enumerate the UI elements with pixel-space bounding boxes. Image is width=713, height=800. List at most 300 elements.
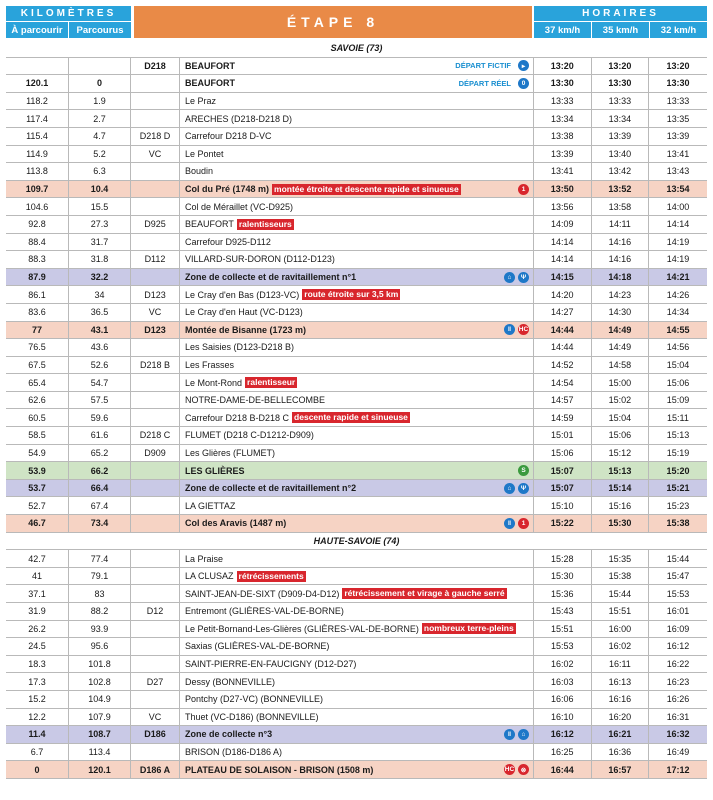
time-37kmh: 14:57 <box>534 392 592 409</box>
time-37kmh: 15:07 <box>534 462 592 479</box>
table-row <box>6 392 707 410</box>
time-32kmh: 16:49 <box>666 747 690 758</box>
time-32kmh: 15:44 <box>666 553 690 564</box>
col-speed-35: 35 km/h <box>591 22 649 38</box>
road-number <box>131 163 180 180</box>
table-row <box>6 58 707 76</box>
location-cell <box>180 128 534 145</box>
km-covered: 43.1 <box>69 322 131 339</box>
table-row <box>6 110 707 128</box>
location-name: Le Cray d'en Bas (D123-VC) <box>185 289 300 300</box>
road-warning: route étroite sur 3,5 km <box>304 289 399 300</box>
location-name: Zone de collecte n°3 <box>185 729 273 740</box>
table-row <box>6 709 707 727</box>
km-remaining: 115.4 <box>6 128 69 145</box>
feed-zone-icon: Ψ <box>518 483 529 494</box>
km-remaining: 118.2 <box>6 93 69 110</box>
km-covered: 32.2 <box>69 269 131 286</box>
location-name: SAINT-PIERRE-EN-FAUCIGNY (D12-D27) <box>185 659 357 670</box>
time-35kmh: 16:36 <box>592 744 650 761</box>
road-warning: ralentisseurs <box>238 218 292 229</box>
location-cell <box>180 392 534 409</box>
time-32kmh: 15:20 <box>666 465 690 476</box>
time-35kmh: 13:39 <box>592 128 650 145</box>
row-icons <box>504 269 529 286</box>
time-35kmh: 13:42 <box>592 163 650 180</box>
schedule-title: HORAIRES <box>534 6 707 21</box>
road-number: VC <box>131 709 180 726</box>
km-remaining: 37.1 <box>6 585 69 602</box>
road-warning: nombreux terre-pleins <box>423 623 514 634</box>
location-name: Le Mont-Rond <box>185 377 243 388</box>
location-cell <box>180 374 534 391</box>
km-covered: 107.9 <box>69 709 131 726</box>
time-35kmh: 14:23 <box>592 286 650 303</box>
location-cell <box>180 621 534 638</box>
table-row <box>6 462 707 480</box>
time-35kmh: 14:58 <box>592 357 650 374</box>
location-cell <box>180 726 534 743</box>
table-body <box>6 40 707 779</box>
time-35kmh: 14:30 <box>592 304 650 321</box>
km-covered: 66.4 <box>69 480 131 497</box>
bonus-icon: ‖ <box>504 324 515 335</box>
row-icons <box>518 75 529 92</box>
location-name: Boudin <box>185 166 214 177</box>
time-35kmh: 15:06 <box>592 427 650 444</box>
location-cell <box>180 409 534 426</box>
time-37kmh: 15:22 <box>534 515 592 532</box>
km-remaining: 41 <box>6 568 69 585</box>
km-remaining: 12.2 <box>6 709 69 726</box>
road-number: D218 C <box>131 427 180 444</box>
time-32kmh: 15:47 <box>666 571 690 582</box>
location-cell <box>180 198 534 215</box>
km-remaining: 87.9 <box>6 269 69 286</box>
time-35kmh: 13:20 <box>592 58 650 75</box>
time-35kmh: 14:16 <box>592 251 650 268</box>
table-header <box>6 6 707 38</box>
col-speed-37: 37 km/h <box>544 24 581 36</box>
time-32kmh: 16:12 <box>666 641 690 652</box>
table-row <box>6 357 707 375</box>
location-name: Col du Pré (1748 m) <box>185 184 270 195</box>
km-covered: 120.1 <box>69 761 131 778</box>
time-32kmh: 15:06 <box>666 377 690 388</box>
section-header <box>6 40 707 58</box>
time-37kmh: 15:36 <box>534 585 592 602</box>
time-35kmh: 16:21 <box>592 726 650 743</box>
location-name: Carrefour D925-D112 <box>185 236 271 247</box>
stage-title: ÉTAPE 8 <box>286 14 380 30</box>
time-37kmh: 16:06 <box>534 691 592 708</box>
km-covered: 104.9 <box>69 691 131 708</box>
time-37kmh: 13:50 <box>534 181 592 198</box>
time-35kmh: 16:00 <box>592 621 650 638</box>
location-name: Zone de collecte et de ravitaillement n°2 <box>185 483 357 494</box>
schedule-header <box>534 6 707 38</box>
time-35kmh: 16:11 <box>592 656 650 673</box>
location-name: Carrefour D218 D-VC <box>185 131 272 142</box>
km-remaining: 77 <box>6 322 69 339</box>
row-icons <box>518 462 529 479</box>
table-row <box>6 322 707 340</box>
location-name: VILLARD-SUR-DORON (D112-D123) <box>185 254 335 265</box>
km-covered: 4.7 <box>69 128 131 145</box>
time-35kmh: 15:30 <box>592 515 650 532</box>
road-number: VC <box>131 304 180 321</box>
road-number <box>131 181 180 198</box>
time-37kmh: 14:54 <box>534 374 592 391</box>
km-covered: 67.4 <box>69 497 131 514</box>
location-name: PLATEAU DE SOLAISON - BRISON (1508 m) <box>185 764 374 775</box>
time-32kmh: 14:56 <box>666 342 690 353</box>
km-covered: 95.6 <box>69 638 131 655</box>
time-37kmh: 16:10 <box>534 709 592 726</box>
time-37kmh: 13:38 <box>534 128 592 145</box>
time-32kmh: 17:12 <box>666 764 690 775</box>
time-37kmh: 14:59 <box>534 409 592 426</box>
location-name: LA GIETTAZ <box>185 500 236 511</box>
location-cell <box>180 339 534 356</box>
kilometres-title: KILOMÈTRES <box>6 6 131 21</box>
km-remaining: 67.5 <box>6 357 69 374</box>
location-cell <box>180 638 534 655</box>
road-number: D925 <box>131 216 180 233</box>
time-37kmh: 15:53 <box>534 638 592 655</box>
location-cell <box>180 709 534 726</box>
location-name: La Praise <box>185 553 224 564</box>
table-row <box>6 445 707 463</box>
km-covered: 0 <box>69 75 131 92</box>
time-35kmh: 15:51 <box>592 603 650 620</box>
km-covered: 79.1 <box>69 568 131 585</box>
time-35kmh: 15:13 <box>592 462 650 479</box>
time-35kmh: 16:57 <box>592 761 650 778</box>
km-covered: 77.4 <box>69 550 131 567</box>
time-32kmh: 13:54 <box>666 184 690 195</box>
km-remaining: 31.9 <box>6 603 69 620</box>
location-cell <box>180 216 534 233</box>
table-row <box>6 621 707 639</box>
time-32kmh: 16:23 <box>666 676 690 687</box>
km-remaining: 11.4 <box>6 726 69 743</box>
kilometres-columns <box>6 22 131 38</box>
km-covered: 88.2 <box>69 603 131 620</box>
time-37kmh: 14:44 <box>534 322 592 339</box>
table-row <box>6 744 707 762</box>
time-32kmh: 15:19 <box>666 447 690 458</box>
km-remaining: 60.5 <box>6 409 69 426</box>
table-row <box>6 339 707 357</box>
location-cell <box>180 673 534 690</box>
road-number <box>131 269 180 286</box>
km-remaining: 88.3 <box>6 251 69 268</box>
road-number: D112 <box>131 251 180 268</box>
road-number: D218 B <box>131 357 180 374</box>
time-32kmh: 15:21 <box>666 483 690 494</box>
table-row <box>6 75 707 93</box>
time-35kmh: 15:00 <box>592 374 650 391</box>
location-name: ARECHES (D218-D218 D) <box>185 113 293 124</box>
km-covered: 36.5 <box>69 304 131 321</box>
location-name: Entremont (GLIÈRES-VAL-DE-BORNE) <box>185 606 344 617</box>
km-covered: 43.6 <box>69 339 131 356</box>
time-35kmh: 14:18 <box>592 269 650 286</box>
road-number <box>131 480 180 497</box>
km-remaining: 113.8 <box>6 163 69 180</box>
time-35kmh: 15:35 <box>592 550 650 567</box>
km-remaining <box>6 58 69 75</box>
time-35kmh: 16:20 <box>592 709 650 726</box>
time-37kmh: 15:01 <box>534 427 592 444</box>
km-remaining: 54.9 <box>6 445 69 462</box>
waste-collection-icon: ⌂ <box>518 729 529 740</box>
road-warning: rétrécissement et virage à gauche serré <box>344 588 505 599</box>
time-32kmh: 16:32 <box>666 729 690 740</box>
km-remaining: 62.6 <box>6 392 69 409</box>
km-covered: 54.7 <box>69 374 131 391</box>
time-32kmh: 15:23 <box>666 500 690 511</box>
km-remaining: 26.2 <box>6 621 69 638</box>
road-number: D186 <box>131 726 180 743</box>
time-32kmh: 16:31 <box>666 711 690 722</box>
location-cell <box>180 146 534 163</box>
km-covered: 93.9 <box>69 621 131 638</box>
table-row <box>6 515 707 533</box>
road-number: D218 <box>131 58 180 75</box>
time-32kmh: 14:55 <box>666 324 690 335</box>
time-37kmh: 16:03 <box>534 673 592 690</box>
table-row <box>6 761 707 779</box>
location-cell <box>180 427 534 444</box>
road-number: D186 A <box>131 761 180 778</box>
km-covered <box>69 58 131 75</box>
km-covered: 31.7 <box>69 234 131 251</box>
road-number <box>131 339 180 356</box>
road-number <box>131 621 180 638</box>
location-name: NOTRE-DAME-DE-BELLECOMBE <box>185 395 326 406</box>
time-35kmh: 13:40 <box>592 146 650 163</box>
time-37kmh: 14:09 <box>534 216 592 233</box>
road-warning: ralentisseur <box>247 377 296 388</box>
km-covered: 59.6 <box>69 409 131 426</box>
km-covered: 27.3 <box>69 216 131 233</box>
table-row <box>6 198 707 216</box>
road-number: D12 <box>131 603 180 620</box>
location-cell <box>180 550 534 567</box>
table-row <box>6 409 707 427</box>
finish-icon: ⊗ <box>518 764 529 775</box>
sprint-icon: S <box>518 465 529 476</box>
km-covered: 65.2 <box>69 445 131 462</box>
location-name: LES GLIÈRES <box>185 465 245 476</box>
road-number <box>131 515 180 532</box>
location-cell <box>180 251 534 268</box>
row-icons <box>504 726 529 743</box>
time-35kmh: 14:16 <box>592 234 650 251</box>
km-remaining: 65.4 <box>6 374 69 391</box>
km-covered: 101.8 <box>69 656 131 673</box>
km-remaining: 120.1 <box>6 75 69 92</box>
km-remaining: 58.5 <box>6 427 69 444</box>
road-number <box>131 585 180 602</box>
table-row <box>6 163 707 181</box>
km-remaining: 53.7 <box>6 480 69 497</box>
km-remaining: 18.3 <box>6 656 69 673</box>
time-35kmh: 13:52 <box>592 181 650 198</box>
table-row <box>6 638 707 656</box>
km-covered: 102.8 <box>69 673 131 690</box>
time-32kmh: 13:41 <box>666 148 690 159</box>
row-icons <box>504 761 529 778</box>
table-row <box>6 427 707 445</box>
km-remaining: 76.5 <box>6 339 69 356</box>
time-32kmh: 13:33 <box>666 96 690 107</box>
time-37kmh: 16:25 <box>534 744 592 761</box>
time-35kmh: 14:49 <box>592 322 650 339</box>
time-37kmh: 13:41 <box>534 163 592 180</box>
km-remaining: 92.8 <box>6 216 69 233</box>
time-32kmh: 13:20 <box>666 60 690 71</box>
row-icons <box>504 480 529 497</box>
time-32kmh: 15:11 <box>667 412 689 423</box>
road-warning: rétrécissements <box>238 570 304 581</box>
road-warning: montée étroite et descente rapide et sinueuse <box>274 183 459 194</box>
time-35kmh: 13:34 <box>592 110 650 127</box>
time-32kmh: 14:26 <box>666 289 690 300</box>
location-cell <box>180 234 534 251</box>
road-number <box>131 234 180 251</box>
location-cell <box>180 304 534 321</box>
location-cell <box>180 497 534 514</box>
table-row <box>6 603 707 621</box>
section-title: SAVOIE (73) <box>330 43 383 54</box>
location-name: Col de Méraillet (VC-D925) <box>185 201 294 212</box>
km-covered: 15.5 <box>69 198 131 215</box>
km-covered: 5.2 <box>69 146 131 163</box>
km-covered: 6.3 <box>69 163 131 180</box>
location-name: Montée de Bisanne (1723 m) <box>185 324 307 335</box>
time-37kmh: 15:30 <box>534 568 592 585</box>
table-row <box>6 497 707 515</box>
time-37kmh: 14:44 <box>534 339 592 356</box>
location-cell <box>180 603 534 620</box>
table-row <box>6 374 707 392</box>
km-remaining: 53.9 <box>6 462 69 479</box>
location-name: Les Saisies (D123-D218 B) <box>185 342 295 353</box>
time-32kmh: 16:26 <box>666 694 690 705</box>
itinerary-table <box>6 6 707 779</box>
time-37kmh: 14:52 <box>534 357 592 374</box>
road-number <box>131 409 180 426</box>
table-row <box>6 269 707 287</box>
table-row <box>6 568 707 586</box>
location-cell <box>180 480 534 497</box>
time-37kmh: 13:33 <box>534 93 592 110</box>
km-covered: 2.7 <box>69 110 131 127</box>
time-37kmh: 15:10 <box>534 497 592 514</box>
location-name: Carrefour D218 B-D218 C <box>185 412 290 423</box>
location-name: FLUMET (D218 C-D1212-D909) <box>185 430 314 441</box>
road-warning: descente rapide et sinueuse <box>294 412 408 423</box>
location-cell <box>180 58 534 75</box>
time-37kmh: 14:14 <box>534 251 592 268</box>
km-remaining: 114.9 <box>6 146 69 163</box>
time-37kmh: 16:12 <box>534 726 592 743</box>
time-37kmh: 14:15 <box>534 269 592 286</box>
feed-zone-icon: Ψ <box>518 272 529 283</box>
time-35kmh: 13:33 <box>592 93 650 110</box>
road-number: D123 <box>131 322 180 339</box>
location-name: BEAUFORT <box>185 60 235 71</box>
climb-hc-icon: HC <box>518 326 529 334</box>
km-remaining: 117.4 <box>6 110 69 127</box>
bonus-icon: ‖ <box>504 729 515 740</box>
location-cell <box>180 462 534 479</box>
time-32kmh: 14:00 <box>666 201 690 212</box>
time-37kmh: 14:14 <box>534 234 592 251</box>
row-icons <box>504 322 529 339</box>
time-35kmh: 15:14 <box>592 480 650 497</box>
time-37kmh: 16:44 <box>534 761 592 778</box>
time-37kmh: 13:56 <box>534 198 592 215</box>
table-row <box>6 480 707 498</box>
km-remaining: 86.1 <box>6 286 69 303</box>
time-35kmh: 14:49 <box>592 339 650 356</box>
table-row <box>6 128 707 146</box>
time-35kmh: 16:13 <box>592 673 650 690</box>
location-cell <box>180 269 534 286</box>
time-35kmh: 16:02 <box>592 638 650 655</box>
location-cell <box>180 75 534 92</box>
time-37kmh: 16:02 <box>534 656 592 673</box>
location-cell <box>180 761 534 778</box>
row-icons <box>518 58 529 75</box>
location-name: Col des Aravis (1487 m) <box>185 518 287 529</box>
table-row <box>6 726 707 744</box>
km-remaining: 15.2 <box>6 691 69 708</box>
location-name: BEAUFORT <box>185 219 234 230</box>
km-remaining: 17.3 <box>6 673 69 690</box>
location-name: Dessy (BONNEVILLE) <box>185 676 276 687</box>
road-number: D909 <box>131 445 180 462</box>
time-35kmh: 13:30 <box>592 75 650 92</box>
table-row <box>6 146 707 164</box>
time-37kmh: 15:06 <box>534 445 592 462</box>
stage-header <box>134 6 532 38</box>
start-icon: ▸ <box>518 60 529 71</box>
road-number <box>131 374 180 391</box>
time-37kmh: 13:30 <box>534 75 592 92</box>
time-32kmh: 15:53 <box>666 588 690 599</box>
time-32kmh: 13:30 <box>666 78 690 89</box>
time-35kmh: 15:44 <box>592 585 650 602</box>
climb-category-1-icon: 1 <box>518 184 529 195</box>
time-32kmh: 14:21 <box>666 272 690 283</box>
time-32kmh: 15:09 <box>666 395 690 406</box>
time-32kmh: 14:19 <box>666 254 690 265</box>
time-37kmh: 15:51 <box>534 621 592 638</box>
km-remaining: 83.6 <box>6 304 69 321</box>
time-35kmh: 13:58 <box>592 198 650 215</box>
col-remaining: À parcourir <box>11 24 63 36</box>
location-cell <box>180 568 534 585</box>
location-name: Le Praz <box>185 96 217 107</box>
road-number <box>131 550 180 567</box>
speed-columns <box>534 22 707 38</box>
location-cell <box>180 110 534 127</box>
